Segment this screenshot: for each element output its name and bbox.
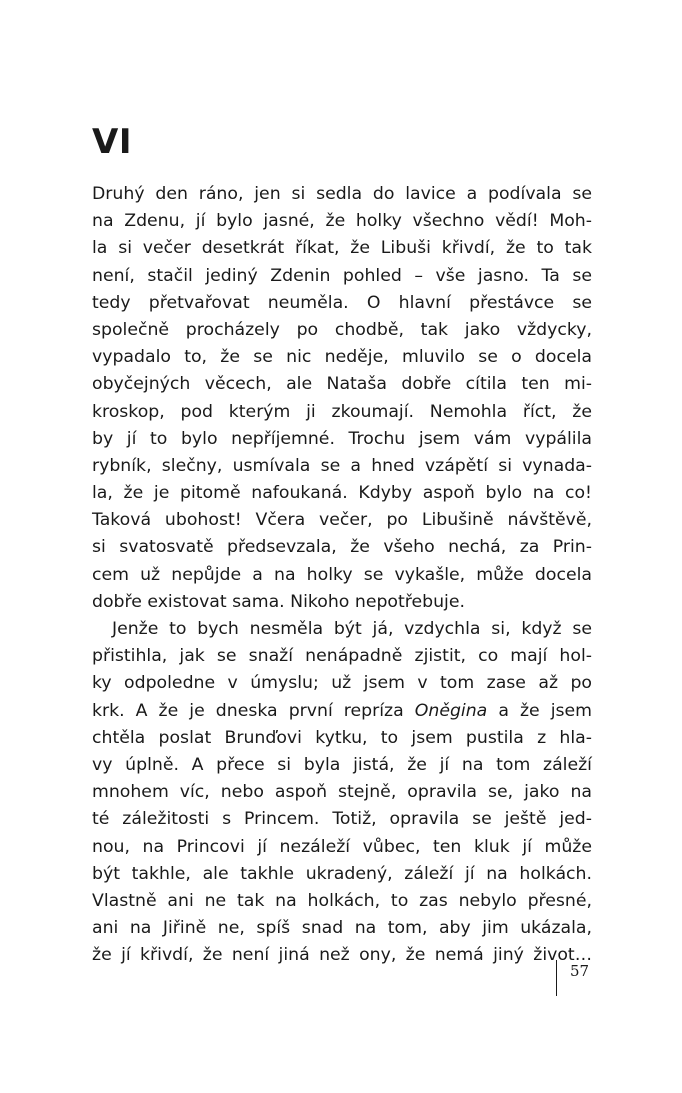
text-line: mnohem víc, nebo aspoň stejně, opravila se, jako na bbox=[92, 782, 592, 803]
text-line: la si večer desetkrát říkat, že Libuši křivdí, že to tak bbox=[92, 238, 592, 259]
text-line: vy úplně. A přece si byla jistá, že jí na tom záleží bbox=[92, 754, 592, 775]
chapter-title: VI bbox=[92, 122, 132, 162]
text-line: si svatosvatě předsevzala, že všeho nechá, za Prin- bbox=[92, 537, 592, 558]
text-line: ani na Jiřině ne, spíš snad na tom, aby jim ukázala, bbox=[92, 918, 592, 939]
text-line: ky odpoledne v úmyslu; už jsem v tom zase až po bbox=[92, 673, 592, 694]
text-line: dobře existovat sama. Nikoho nepotřebuje. bbox=[92, 591, 465, 612]
text-line-with-italic bbox=[92, 698, 592, 725]
text-line: přistihla, jak se snaží nenápadně zjistit, co mají hol- bbox=[92, 646, 592, 667]
text-line: vypadalo to, že se nic neděje, mluvilo se o docela bbox=[92, 347, 592, 368]
text-line: rybník, slečny, usmívala se a hned vzápětí si vynada- bbox=[92, 455, 592, 476]
text-line: Taková ubohost! Včera večer, po Libušině návštěvě, bbox=[92, 510, 592, 531]
text-line: být takhle, ale takhle ukradený, záleží jí na holkách. bbox=[92, 863, 592, 884]
text-line: chtěla poslat Brunďovi kytku, to jsem pustila z hla- bbox=[92, 727, 592, 748]
text-line: že jí křivdí, že není jiná než ony, že nemá jiný život… bbox=[92, 945, 592, 966]
text-line: kroskop, pod kterým ji zkoumají. Nemohla říct, že bbox=[92, 401, 592, 422]
footer-rule bbox=[556, 960, 557, 996]
italic-title: Oněgina bbox=[414, 700, 488, 721]
text-line: Jenže to bych nesměla být já, vzdychla si, když se bbox=[112, 619, 592, 639]
text-line: Druhý den ráno, jen si sedla do lavice a podívala se bbox=[92, 184, 592, 204]
text-line: obyčejných věcech, ale Nataša dobře cítila ten mi- bbox=[92, 374, 592, 395]
text-line: tedy přetvařovat neuměla. O hlavní přestávce se bbox=[92, 292, 592, 313]
text-line: nou, na Princovi jí nezáleží vůbec, ten kluk jí může bbox=[92, 836, 592, 857]
text-segment: a že jsem bbox=[487, 700, 593, 721]
page-number: 57 bbox=[570, 962, 590, 980]
text-line: není, stačil jediný Zdenin pohled – vše jasno. Ta se bbox=[92, 265, 592, 286]
text-segment: krk. A že je dneska první repríza bbox=[92, 700, 415, 721]
text-line: la, že je pitomě nafoukaná. Kdyby aspoň bylo na co! bbox=[92, 483, 592, 504]
text-line: cem už nepůjde a na holky se vykašle, může docela bbox=[92, 564, 592, 585]
text-line: by jí to bylo nepříjemné. Trochu jsem vám vypálila bbox=[92, 428, 592, 449]
text-line: Vlastně ani ne tak na holkách, to zas nebylo přesné, bbox=[92, 890, 592, 911]
paragraph-1 bbox=[92, 181, 592, 616]
text-line: společně procházely po chodbě, tak jako vždycky, bbox=[92, 319, 592, 340]
body-text bbox=[92, 181, 592, 969]
text-line: té záležitosti s Princem. Totiž, opravila se ještě jed- bbox=[92, 809, 592, 830]
text-line: na Zdenu, jí bylo jasné, že holky všechno vědí! Moh- bbox=[92, 211, 592, 232]
paragraph-2 bbox=[92, 616, 592, 969]
